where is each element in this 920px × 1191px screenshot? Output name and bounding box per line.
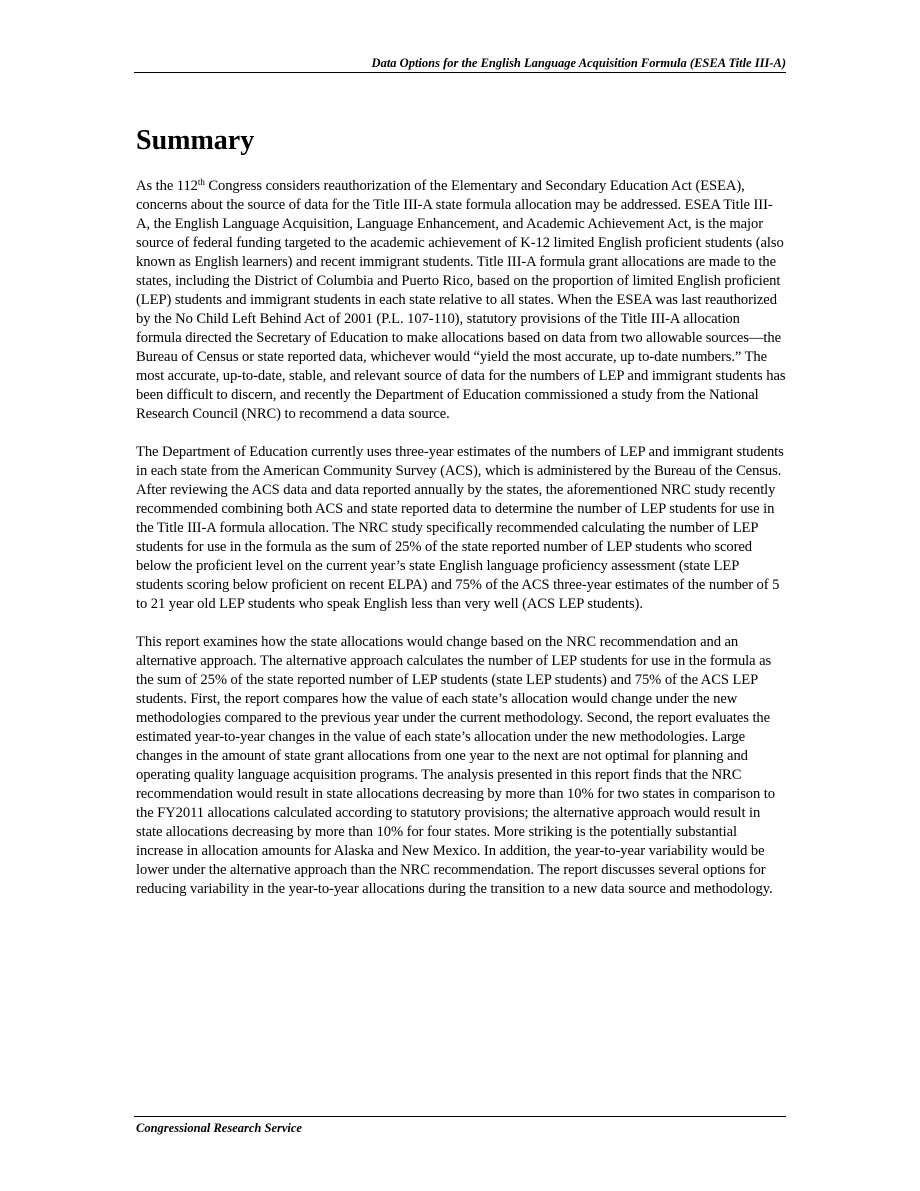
header-rule	[134, 72, 786, 73]
footer-rule	[134, 1116, 786, 1117]
paragraph-3: This report examines how the state allocations would change based on the NRC recommendation and an alternative approach. The alternative approach calculates the number of LEP students for use in the formula as the sum of 25% of the state reported number of LEP students (state LEP students) and 75% of the ACS LEP students. First, the report compares how the value of each state’s allocation would change under the new methodologies compared to the previous year under the current methodology. Second, the report evaluates the estimated year-to-year changes in the value of each state’s allocation under the new methodologies. Large changes in the amount of state grant allocations from one year to the next are not optimal for planning and operating quality language acquisition programs. The analysis presented in this report finds that the NRC recommendation would result in state allocations decreasing by more than 10% for two states in comparison to the FY2011 allocations calculated according to statutory provisions; the alternative approach would result in state allocations decreasing by more than 10% for four states. More striking is the potentially substantial increase in allocation amounts for Alaska and New Mexico. In addition, the year-to-year variability would be lower under the alternative approach than the NRC recommendation. The report discusses several options for reducing variability in the year-to-year allocations during the transition to a new data source and methodology.	[136, 634, 775, 897]
ordinal-superscript: th	[197, 177, 205, 187]
paragraph-1	[136, 177, 786, 424]
paragraph-1-lead: As the 112	[136, 178, 198, 194]
section-title: Summary	[136, 125, 255, 156]
running-header: Data Options for the English Language Acquisition Formula (ESEA Title III-A)	[371, 56, 786, 70]
summary-body	[136, 177, 786, 918]
paragraph-1-text: Congress considers reauthorization of the Elementary and Secondary Education Act (ESEA), concerns about the source of data for the Title III-A state formula allocation may be addressed. ESEA Title III-A, the English Language Acquisition, Language Enhancement, and Academic Achievement Act, is the major source of federal funding targeted to the academic achievement of K-12 limited English proficient students (also known as English learners) and recent immigrant students. Title III-A formula grant allocations are made to the states, including the District of Columbia and Puerto Rico, based on the proportion of limited English proficient (LEP) students and immigrant students in each state relative to all states. When the ESEA was last reauthorized by the No Child Left Behind Act of 2001 (P.L. 107-110), statutory provisions of the Title III-A allocation formula directed the Secretary of Education to make allocations based on data from two allowable sources—the Bureau of Census or state reported data, whichever would “yield the most accurate, up to-date numbers.” The most accurate, up-to-date, stable, and relevant source of data for the numbers of LEP and immigrant students has been difficult to discern, and recently the Department of Education commissioned a study from the National Research Council (NRC) to recommend a data source.	[136, 178, 786, 422]
running-footer: Congressional Research Service	[136, 1121, 302, 1135]
paragraph-2: The Department of Education currently uses three-year estimates of the numbers of LEP and immigrant students in each state from the American Community Survey (ACS), which is administered by the Bureau of the Census. After reviewing the ACS data and data reported annually by the states, the aforementioned NRC study recently recommended combining both ACS and state reported data to determine the number of LEP students for use in the Title III-A formula allocation. The NRC study specifically recommended calculating the number of LEP students for use in the formula as the sum of 25% of the state reported number of LEP students who scored below the proficient level on the current year’s state English language proficiency assessment (state LEP students scoring below proficient on recent ELPA) and 75% of the ACS three-year estimates of the number of 5 to 21 year old LEP students who speak English less than very well (ACS LEP students).	[136, 444, 784, 612]
